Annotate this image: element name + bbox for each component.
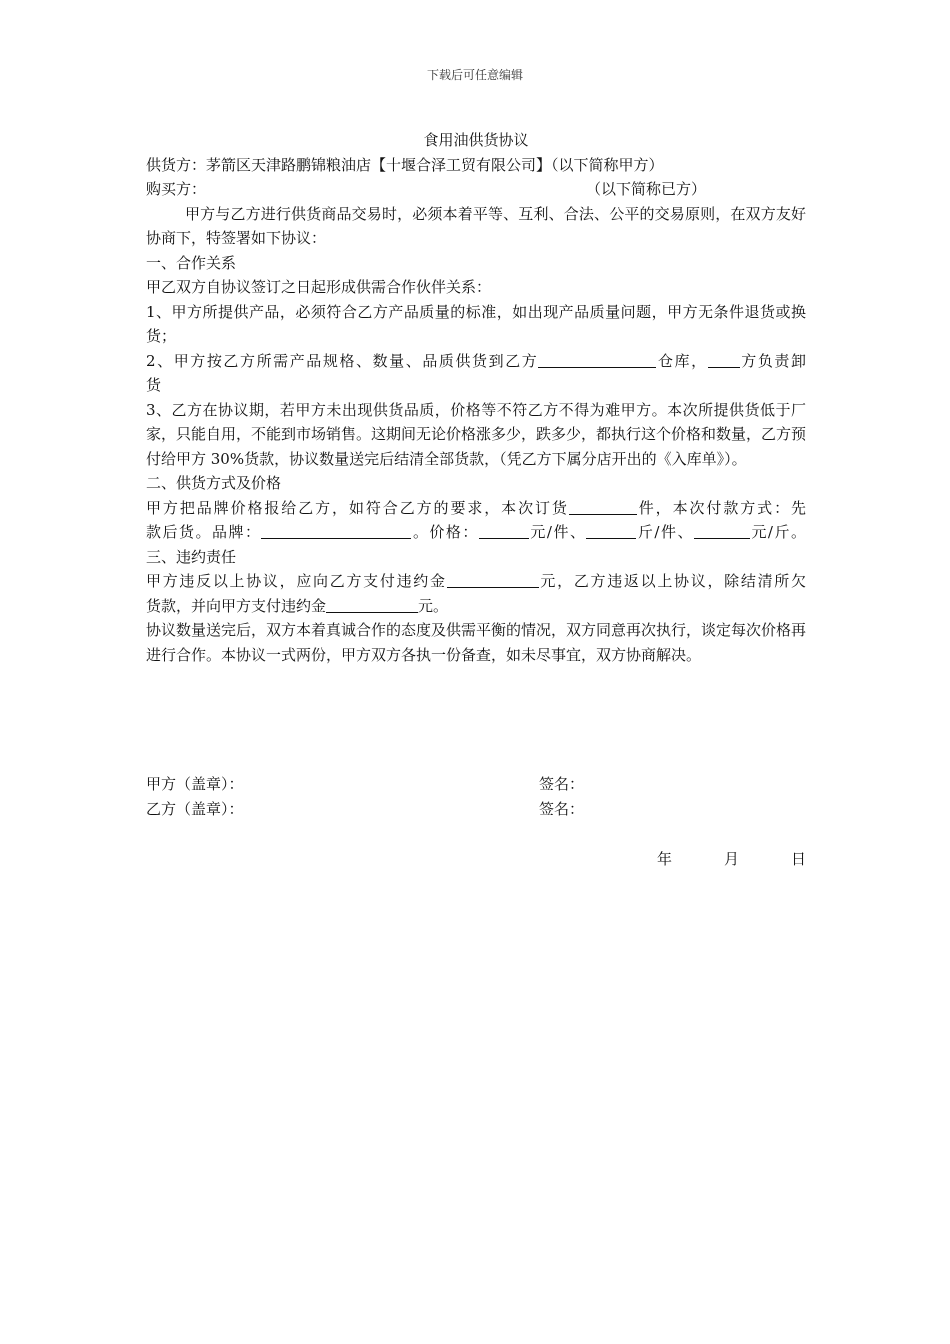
s2-brand-label: 款后货。品牌： [146,523,262,541]
s2-unit-2: 斤/件、 [636,523,694,541]
date-year: 年 [657,850,673,868]
party-a-row [146,772,806,797]
buyer-note: （以下简称已方） [586,180,707,198]
section1-paragraph-3: 3、乙方在协议期，若甲方未出现供货品质，价格等不符乙方不得为难甲方。本次所提供货低于厂家，只能自用，不能到市场销售。这期间无论价格涨多少，跌多少，都执行这个价格和数量，乙方预付给甲方 30%货款，协议数量送完后结清全部货款，（凭乙方下属分店开出的《入库单》）。 [146,400,807,468]
s3-text-c: 货款，并向甲方支付违约金 [146,596,327,615]
buyer-label: 购买方： [146,180,207,198]
section1-paragraph-1: 1、甲方所提供产品，必须符合乙方产品质量的标准，如出现产品质量问题，甲方无条件退货或换货； [146,302,806,345]
p2-text-a: 2、甲方按乙方所需产品规格、数量、品质供货到乙方 [146,351,539,370]
party-b-row [146,797,806,822]
warehouse-blank [538,351,656,368]
s2-unit-1: 元/件、 [528,523,587,541]
penalty-b-blank [326,596,418,613]
closing-paragraph: 协议数量送完后，双方本着真诚合作的态度及供需平衡的情况，双方同意再次执行，谈定每次价格再进行合作。本协议一式两份，甲方双方各执一份备查，如未尽事宜，双方协商解决。 [146,621,807,664]
p2-text-c: 方负责卸 [739,351,806,370]
supplier-name: 茅箭区天津路鹏锦粮油店【十堰合泽工贸有限公司】 [206,155,552,174]
signature-block [146,772,806,822]
p2-text-b: 仓库， [656,351,708,370]
s3-text-a: 甲方违反以上协议，应向乙方支付违约金 [146,572,447,590]
party-a-seal-label: 甲方（盖章）： [146,775,244,793]
date-row [146,848,806,873]
section1-paragraph-2-cont: 货 [146,376,162,394]
s3-text-d: 元。 [418,596,449,615]
intro-paragraph: 甲方与乙方进行供货商品交易时，必须本着平等、互利、合法、公平的交易原则，在双方友好协商下，特签署如下协议： [146,204,806,247]
s2-unit-3: 元/斤。 [749,523,806,541]
agreement-body [146,128,806,667]
section2-heading: 二、供货方式及价格 [146,474,282,492]
supplier-line [146,153,806,178]
brand-blank [261,522,411,539]
s2-text-b: 件，本次付款方式：先 [636,498,806,517]
order-quantity-blank [569,498,637,515]
party-a-sign-label: 签名： [539,775,585,793]
section2-line-1 [146,496,806,521]
s3-text-b: 元，乙方违返以上协议，除结清所欠 [538,572,806,590]
date-month: 月 [724,850,740,868]
buyer-line [146,177,806,202]
supplier-note: （以下简称甲方） [551,155,664,174]
section1-paragraph-2 [146,349,806,374]
section1-heading: 一、合作关系 [146,253,237,272]
party-b-seal-label: 乙方（盖章）： [146,800,244,818]
section3-heading: 三、违约责任 [146,547,237,566]
penalty-a-blank [447,571,539,588]
section3-line-1 [146,569,806,594]
jin-per-piece-blank [586,522,636,539]
price-per-jin-blank [694,522,750,539]
date-day: 日 [791,850,807,868]
price-per-piece-blank [479,522,529,539]
s2-price-label: 。价格： [411,523,479,541]
supplier-label: 供货方： [146,155,207,174]
s2-text-a: 甲方把品牌价格报给乙方，如符合乙方的要求，本次订货 [146,498,569,517]
header-note: 下载后可任意编辑 [426,68,523,82]
section3-line-2 [146,594,806,619]
party-b-sign-label: 签名： [539,800,585,818]
unload-party-blank [708,351,740,368]
document-title: 食用油供货协议 [423,131,529,149]
section1-paragraph-0: 甲乙双方自协议签订之日起形成供需合作伙伴关系： [146,278,492,296]
section2-line-2 [146,520,806,545]
